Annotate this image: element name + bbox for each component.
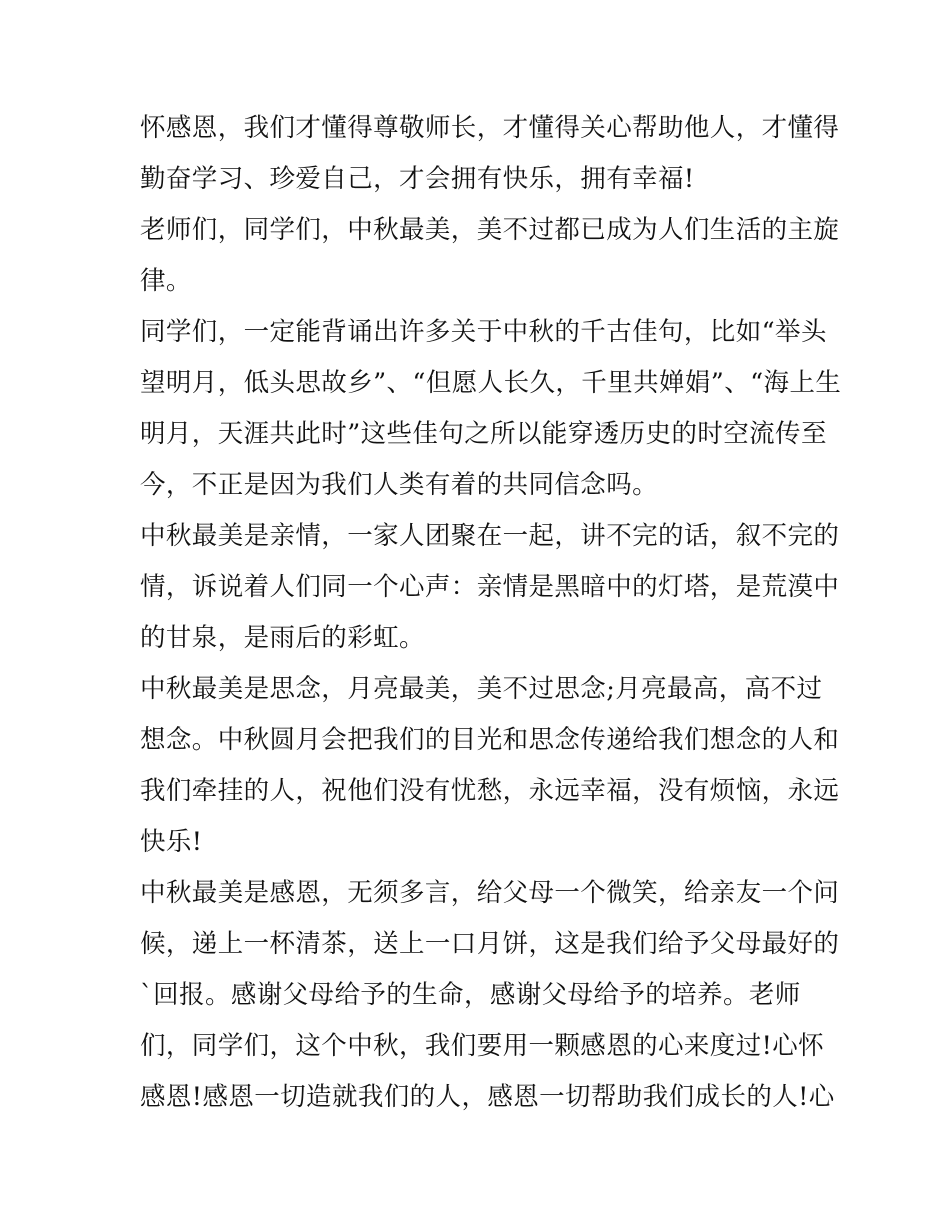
body-text [140,103,842,1123]
text-line: `回报。感谢父母给予的生命，感谢父母给予的培养。老师 [140,980,801,1010]
text-line: 情，诉说着人们同一个心声：亲情是黑暗中的灯塔，是荒漠中 [140,572,840,602]
text-line: 感恩!感恩一切造就我们的人，感恩一切帮助我们成长的人!心 [140,1082,835,1112]
text-line: 同学们，一定能背诵出许多关于中秋的千古佳句，比如“举头 [140,317,827,347]
text-line: 快乐! [140,827,203,857]
text-line: 中秋最美是思念，月亮最美，美不过思念;月亮最高，高不过 [140,674,823,704]
text-line: 明月，天涯共此时”这些佳句之所以能穿透历史的时空流传至 [140,419,827,449]
text-line: 老师们，同学们，中秋最美，美不过都已成为人们生活的主旋 [140,215,840,245]
text-line: 们，同学们，这个中秋，我们要用一颗感恩的心来度过!心怀 [140,1031,825,1061]
text-line: 想念。中秋圆月会把我们的目光和思念传递给我们想念的人和 [140,725,840,755]
text-line: 望明月，低头思故乡”、“但愿人长久，千里共婵娟”、“海上生 [140,368,842,398]
text-line: 的甘泉，是雨后的彩虹。 [140,623,425,653]
text-line: 我们牵挂的人，祝他们没有忧愁，永远幸福，没有烦恼，永远 [140,776,840,806]
text-line: 中秋最美是亲情，一家人团聚在一起，讲不完的话，叙不完的 [140,521,840,551]
text-line: 候，递上一杯清茶，送上一口月饼，这是我们给予父母最好的 [140,929,840,959]
text-line: 中秋最美是感恩，无须多言，给父母一个微笑，给亲友一个问 [140,878,840,908]
text-line: 勤奋学习、珍爱自己，才会拥有快乐，拥有幸福! [140,164,695,194]
text-line: 怀感恩，我们才懂得尊敬师长，才懂得关心帮助他人，才懂得 [140,113,840,143]
text-line: 律。 [140,266,192,296]
text-line: 今，不正是因为我们人类有着的共同信念吗。 [140,470,659,500]
